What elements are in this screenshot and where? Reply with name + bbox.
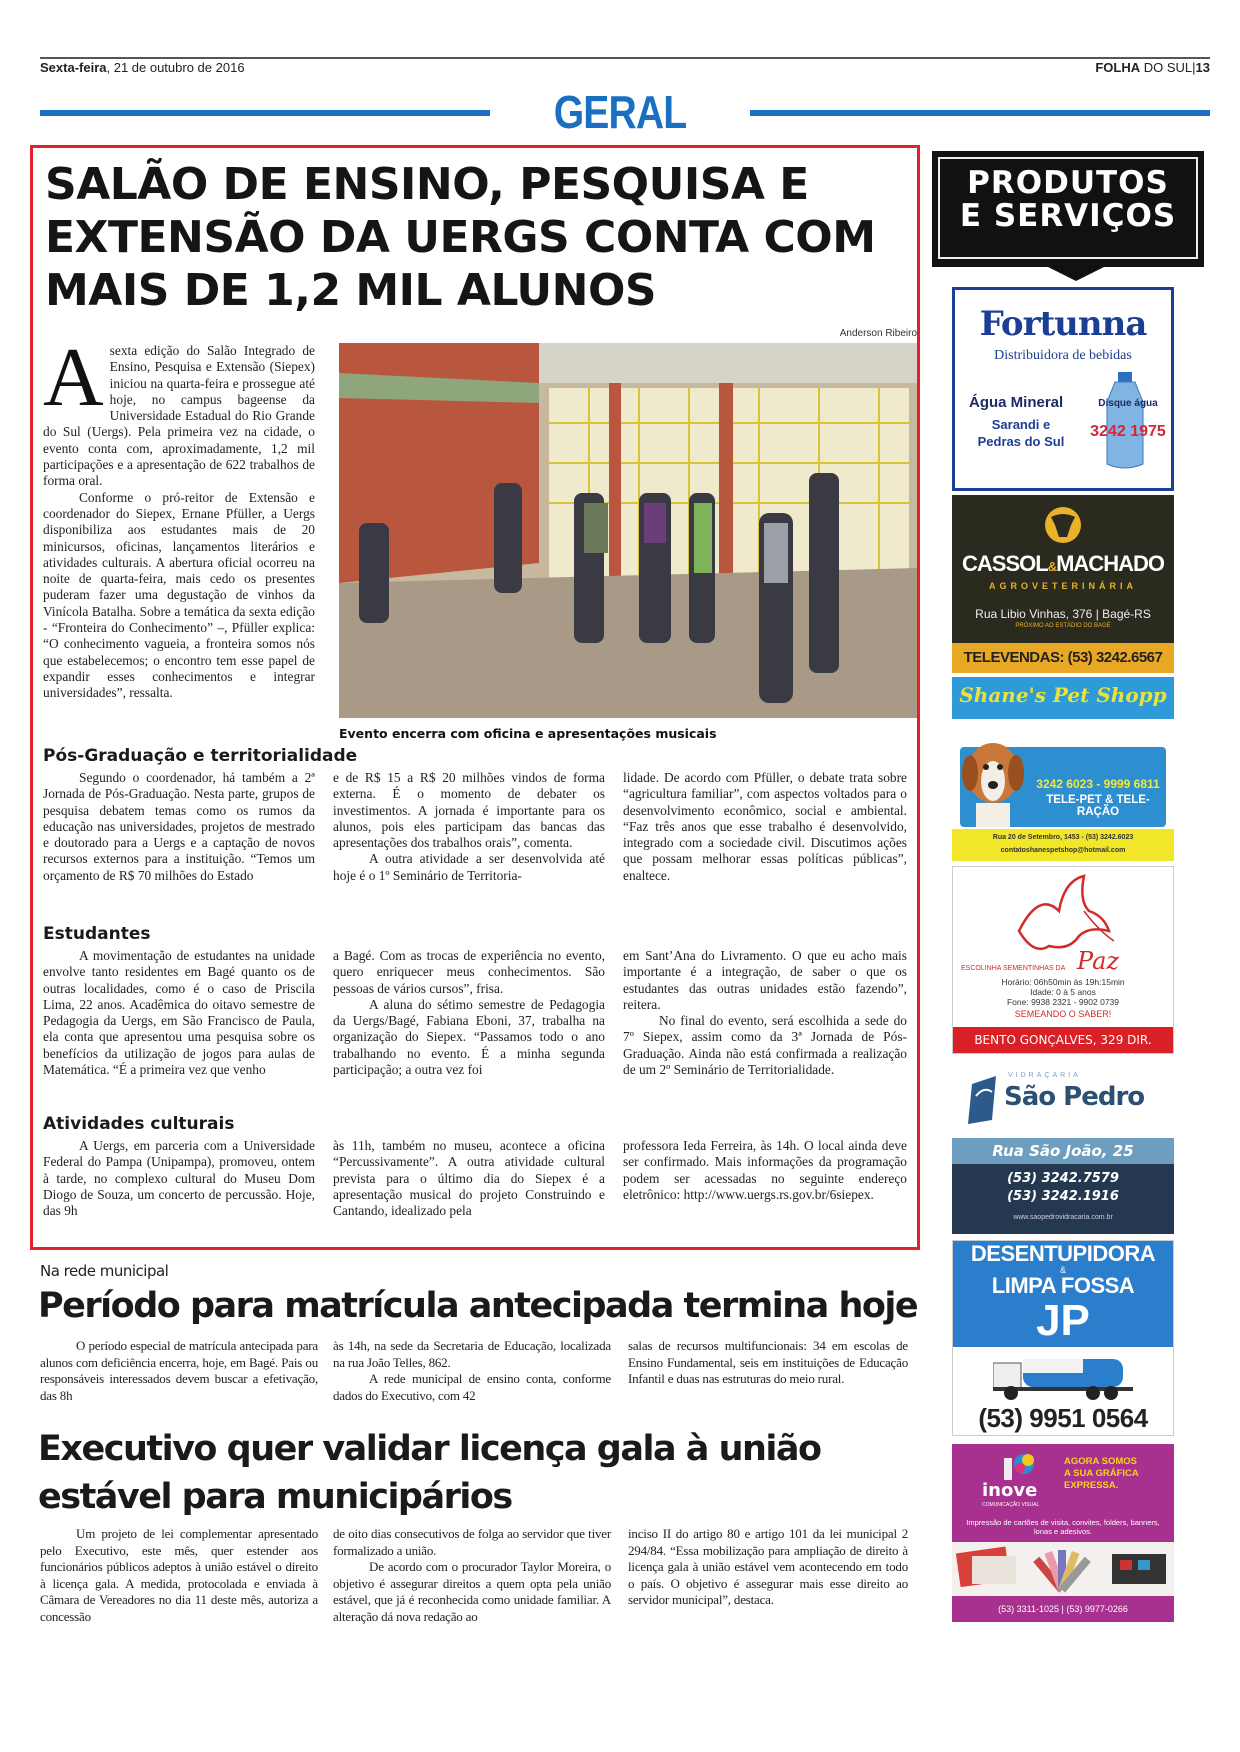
phone-2[interactable]: (53) 3242.1916 bbox=[1007, 1189, 1119, 1204]
pos-col-1 bbox=[43, 770, 315, 884]
fortunna-tagline: Distribuidora de bebidas bbox=[994, 348, 1132, 363]
pet-footer bbox=[952, 829, 1174, 861]
brand-right: MACHADO bbox=[1056, 551, 1164, 576]
ad-inove[interactable] bbox=[952, 1444, 1174, 1622]
section-title: GERAL bbox=[553, 86, 687, 138]
dropcap: A bbox=[43, 331, 104, 424]
fortunna-origin bbox=[965, 416, 1077, 450]
cassol-brand bbox=[952, 551, 1174, 577]
story2-headline: Período para matrícula antecipada termina hoje bbox=[38, 1286, 918, 1326]
paragraph: A aluna do sétimo semestre de Pedagogia da Uergs/Bagé, Fabiana Eboni, 37, trabalha na organização do Siepex. “Passamos todo o ano trabalhando no evento. É a minha segunda participação; a outra vez foi bbox=[333, 996, 605, 1078]
paper-name-rest: DO SUL bbox=[1140, 60, 1193, 75]
top-rule bbox=[40, 57, 1210, 59]
story3-col-3 bbox=[628, 1526, 908, 1609]
fortunna-product: Água Mineral bbox=[969, 394, 1064, 411]
cassol-note: PRÓXIMO AO ESTÁDIO DO BAGÉ bbox=[1015, 623, 1111, 629]
est-col-2 bbox=[333, 948, 605, 1078]
ad-sao-pedro-logo[interactable] bbox=[952, 1070, 1174, 1132]
paz-slogan: SEMEANDO O SABER! bbox=[1014, 1009, 1112, 1019]
cult-col-1 bbox=[43, 1138, 315, 1219]
subhead-pos-graduacao: Pós-Graduação e territorialidade bbox=[43, 746, 358, 766]
main-headline: SALÃO DE ENSINO, PESQUISA E EXTENSÃO DA UERGS CONTA COM MAIS DE 1,2 MIL ALUNOS bbox=[45, 159, 876, 316]
lead-paragraph-2: Conforme o pró-reitor de Extensão e coordenador do Siepex, Ernane Pfüller, a Uergs disponibiliza aos estudantes mais de 20 minicursos, oficinas, lançamentos literários e atividades culturais. A abertura oficial ocorreu na noite de quarta-feira, mais cedo os presentes puderam fazer uma degustação de vinhos da Vinícola Batalha. Sobre a temática da sexta edição - “Fronteira do Conhecimento” –, Pfüller explica: “O conhecimento vagueia, a fronteira somos nós que estabelecemos; o encontro tem esse papel de expandir esses conhecimentos e integrar universidades”, ressalta. bbox=[43, 489, 315, 701]
est-col-3 bbox=[623, 948, 907, 1078]
event-photo-illustration bbox=[339, 343, 917, 718]
paz-info bbox=[953, 977, 1173, 1007]
ad-fortunna[interactable] bbox=[952, 287, 1174, 491]
paz-age: Idade: 0 à 5 anos bbox=[1030, 987, 1096, 997]
bull-logo-icon bbox=[1043, 505, 1083, 545]
origin-line-2: Pedras do Sul bbox=[977, 434, 1065, 449]
paragraph: A outra atividade a ser desenvolvida até hoje é o 1º Seminário de Territoria- bbox=[333, 851, 605, 883]
inove-sub: COMUNICAÇÃO VISUAL bbox=[982, 1502, 1040, 1508]
sao-pedro-brand: São Pedro bbox=[1004, 1082, 1145, 1112]
paragraph: professora Ieda Ferreira, às 14h. O local ainda deve ser confirmado. Mais informações da programação podem ser acessadas no seguinte endereço eletrônico: http://www.uergs.rs.gov.br/6siepex. bbox=[623, 1138, 907, 1202]
pos-col-2 bbox=[333, 770, 605, 884]
pet-brand: Shane's Pet Shopp bbox=[959, 683, 1167, 707]
fortunna-call: Disque água bbox=[1098, 398, 1158, 409]
pet-address: Rua 20 de Setembro, 1453 - (53) 3242.6023 bbox=[992, 834, 1134, 841]
story3-col-1 bbox=[40, 1526, 318, 1625]
pet-phones[interactable]: 3242 6023 - 9999 6811 bbox=[1036, 777, 1160, 791]
paz-script: Paz bbox=[1077, 947, 1120, 975]
paz-hours: Horário: 06h50min às 19h:15min bbox=[1001, 977, 1125, 987]
dog-photo-icon bbox=[958, 723, 1028, 827]
paragraph: O período especial de matrícula antecipada para alunos com deficiência encerra, hoje, em Bagé. Pais ou responsáveis interessados devem buscar a efetivação, das 8h bbox=[40, 1338, 318, 1403]
story2-kicker: Na rede municipal bbox=[40, 1262, 169, 1280]
ad-sao-pedro-contact[interactable] bbox=[952, 1138, 1174, 1234]
jp-line1: DESENTUPIDORA bbox=[970, 1241, 1156, 1266]
paper-name-bold: FOLHA bbox=[1095, 60, 1141, 75]
dateline bbox=[40, 60, 245, 75]
paragraph: e de R$ 15 a R$ 20 milhões vindos de forma externa. É o momento de debater os investimentos. A jornada é importante para os alunos, pois eles participam das bancas das apresentações dos trabalhos orais”, comenta. bbox=[333, 770, 605, 851]
brand-left: CASSOL bbox=[962, 551, 1048, 576]
paragraph: A movimentação de estudantes na unidade envolve tanto residentes em Bagé quanto os de outras localidades, como é o caso de Priscila Lima, 22 anos. Acadêmica do oitavo semestre de Pedagogia da Uergs, em São Francisco de Paula, ela conta que apresentou uma pesquisa sobre os benefícios da utilização de jogos para aulas de Matemática. “É a primeira vez que venho bbox=[43, 948, 315, 1078]
subhead-estudantes: Estudantes bbox=[43, 924, 151, 944]
fortunna-phone[interactable]: 3242 1975 bbox=[1090, 423, 1166, 440]
sao-pedro-site[interactable]: www.saopedrovidracaria.com.br bbox=[1013, 1214, 1113, 1221]
ad-pet-shop[interactable] bbox=[952, 677, 1174, 861]
origin-line-1: Sarandi e bbox=[991, 417, 1051, 432]
banner-arrow-icon bbox=[1048, 267, 1104, 281]
water-jug-icon bbox=[1103, 372, 1147, 472]
paragraph: às 11h, também no museu, acontece a oficina “Percussivamente”. A outra atividade cultural prevista para o último dia do Siepex é a apresentação musical do projeto Construindo e Cantando, idealizado pela bbox=[333, 1138, 605, 1219]
cult-col-3 bbox=[623, 1138, 907, 1203]
est-col-1 bbox=[43, 948, 315, 1078]
paragraph: A Uergs, em parceria com a Universidade Federal do Pampa (Unipampa), promoveu, ontem à tarde, no complexo cultural do Museu Dom Diogo de Souza, um concerto de percussão. Hoje, das 9h bbox=[43, 1138, 315, 1219]
story3-headline: Executivo quer validar licença gala à união estável para municipários bbox=[38, 1429, 821, 1517]
event-photo bbox=[339, 343, 917, 718]
cassol-subtitle: AGROVETERINÁRIA bbox=[988, 581, 1137, 591]
ad-desentupidora-jp[interactable] bbox=[952, 1240, 1174, 1436]
story2-col-2 bbox=[333, 1338, 611, 1404]
inove-services: Impressão de cartões de visita, convites, folders, banners, lonas e adesivos. bbox=[966, 1518, 1160, 1536]
cassol-sales[interactable]: TELEVENDAS: (53) 3242.6567 bbox=[952, 643, 1174, 673]
phone-1[interactable]: (53) 3242.7579 bbox=[1007, 1171, 1119, 1186]
fortunna-logo: Fortunna bbox=[979, 304, 1147, 344]
page-number: 13 bbox=[1195, 60, 1210, 75]
section-rule-right bbox=[750, 110, 1210, 116]
paz-address: BENTO GONÇALVES, 329 DIR. bbox=[953, 1027, 1173, 1054]
banner-title bbox=[940, 167, 1196, 233]
inove-headline: AGORA SOMOS A SUA GRÁFICA EXPRESSA. bbox=[1064, 1456, 1139, 1491]
cult-col-2 bbox=[333, 1138, 605, 1219]
jp-brand: JP bbox=[1036, 1296, 1090, 1345]
photo-caption: Evento encerra com oficina e apresentações musicais bbox=[339, 726, 717, 741]
ad-escolinha-paz[interactable] bbox=[952, 866, 1174, 1054]
truck-icon bbox=[993, 1353, 1143, 1401]
date: , 21 de outubro de 2016 bbox=[106, 60, 245, 75]
paragraph: inciso II do artigo 80 e artigo 101 da lei municipal 2 294/84. “Essa mobilização para ampliação de direito à licença gala à união estável vem acontecendo em todo o país. O objetivo é assegurar mais esse direito ao servidor municipal”, destaca. bbox=[628, 1526, 908, 1607]
paragraph: No final do evento, será escolhida a sede do 7º Siepex, assim como da 3ª Jornada de Pós-Graduação. Ainda não está confirmada a realização de um 2º Seminário de Territorialidade. bbox=[623, 1013, 907, 1078]
paragraph: Segundo o coordenador, há também a 2ª Jornada de Pós-Graduação. Nesta parte, grupos de pesquisa debatem temas como os rumos da educação nas universidades, projetos de mestrado e doutorado para a Uergs e a captação de novos recursos externos para a instituição. “Temos um orçamento de R$ 70 milhões do Estado bbox=[43, 770, 315, 883]
jp-line2: LIMPA FOSSA bbox=[991, 1273, 1135, 1298]
photo-credit: Anderson Ribeiro bbox=[839, 328, 917, 339]
jp-amp: & bbox=[1059, 1265, 1066, 1275]
pos-col-3 bbox=[623, 770, 907, 884]
sao-pedro-phones bbox=[952, 1170, 1174, 1206]
jp-phone[interactable]: (53) 9951 0564 bbox=[978, 1403, 1148, 1433]
paragraph: de oito dias consecutivos de folga ao servidor que tiver formalizado a união. bbox=[333, 1526, 611, 1558]
main-story bbox=[30, 145, 920, 1250]
story2-col-1 bbox=[40, 1338, 318, 1404]
produtos-servicos-banner bbox=[932, 151, 1204, 267]
pet-email[interactable]: contatoshanespetshop@hotmail.com bbox=[1000, 847, 1126, 854]
paz-name: ESCOLINHA SEMENTINHAS DA bbox=[961, 965, 1066, 972]
paragraph: salas de recursos multifuncionais: 34 em escolas de Ensino Fundamental, seis em instituições de Educação Infantil e duas nas estruturas do meio rural. bbox=[628, 1338, 908, 1386]
lead-text: sexta edição do Salão Integrado de Ensino, Pesquisa e Extensão (Siepex) iniciou na quarta-feira e prossegue até hoje, no campus bageense da Universidade Estadual do Rio Grande do Sul (Uergs). Pela primeira vez na cidade, o evento conta com, aproximadamente, 1,2 mil participações e a apresentação de 622 trabalhos de forma oral. bbox=[43, 343, 315, 489]
sao-pedro-logo-icon bbox=[968, 1076, 998, 1124]
inove-products-photo bbox=[952, 1542, 1174, 1596]
cassol-address: Rua Libio Vinhas, 376 | Bagé-RS bbox=[975, 607, 1151, 621]
paragraph: Um projeto de lei complementar apresentado pelo Executivo, este mês, quer estender aos funcionários públicos adeptos à união estável o direito à licença gala. A medida, protocolada e enviada à Câmara de Vereadores no dia 11 deste mês, autoriza a concessão bbox=[40, 1526, 318, 1624]
paragraph: A rede municipal de ensino conta, conforme dados do Executivo, com 42 bbox=[333, 1371, 611, 1403]
printed-products-icon bbox=[952, 1542, 1174, 1596]
sao-pedro-street: Rua São João, 25 bbox=[952, 1138, 1174, 1164]
paragraph: lidade. De acordo com Pfüller, o debate trata sobre “agricultura familiar”, com aspectos voltados para o desenvolvimento econômico, social e ambiental. “Faz três anos que esse trabalho é desenvolvido, integrado com a sociedade civil. Discutimos ações que possam melhorar essas políticas públicas”, enaltece. bbox=[623, 770, 907, 883]
lead-column bbox=[43, 331, 315, 702]
banner-title-line-2: E SERVIÇOS bbox=[959, 198, 1177, 234]
paz-phone[interactable]: Fone: 9938 2321 - 9902 0739 bbox=[1006, 997, 1119, 1007]
lead-paragraph bbox=[43, 331, 315, 490]
paragraph: a Bagé. Com as trocas de experiência no evento, quero enriquecer meus conhecimentos. São pessoas de vários cursos”, frisa. bbox=[333, 948, 605, 996]
paragraph: às 14h, na sede da Secretaria de Educação, localizada na rua João Telles, 862. bbox=[333, 1338, 611, 1370]
pet-services: TELE-PET & TELE-RAÇÃO bbox=[1046, 794, 1150, 818]
masthead bbox=[1095, 60, 1210, 75]
ad-cassol-machado[interactable] bbox=[952, 495, 1174, 673]
inove-brand: inove bbox=[982, 1480, 1038, 1501]
subhead-atividades: Atividades culturais bbox=[43, 1114, 235, 1134]
inove-logo-icon bbox=[1000, 1450, 1040, 1484]
paragraph: em Sant’Ana do Livramento. O que eu acho mais importante é a integração, de saber o que os estudantes das outras unidades estão fazendo”, reitera. bbox=[623, 948, 907, 1012]
story3-col-2 bbox=[333, 1526, 611, 1625]
story2-col-3 bbox=[628, 1338, 908, 1388]
banner-title-line-1: PRODUTOS bbox=[967, 165, 1169, 201]
weekday: Sexta-feira bbox=[40, 60, 107, 75]
sao-pedro-kicker: VIDRAÇARIA bbox=[1008, 1072, 1081, 1079]
separator: | bbox=[1192, 60, 1196, 75]
paragraph: De acordo com o procurador Taylor Moreira, o objetivo é assegurar direitos a quem opta pela união estável, que já é reconhecida como unidade familiar. A alteração dá nova redação ao bbox=[333, 1559, 611, 1624]
banner-frame bbox=[938, 157, 1198, 259]
inove-phones[interactable]: (53) 3311-1025 | (53) 9977-0266 bbox=[998, 1604, 1128, 1614]
brand-amp: & bbox=[1047, 559, 1057, 574]
